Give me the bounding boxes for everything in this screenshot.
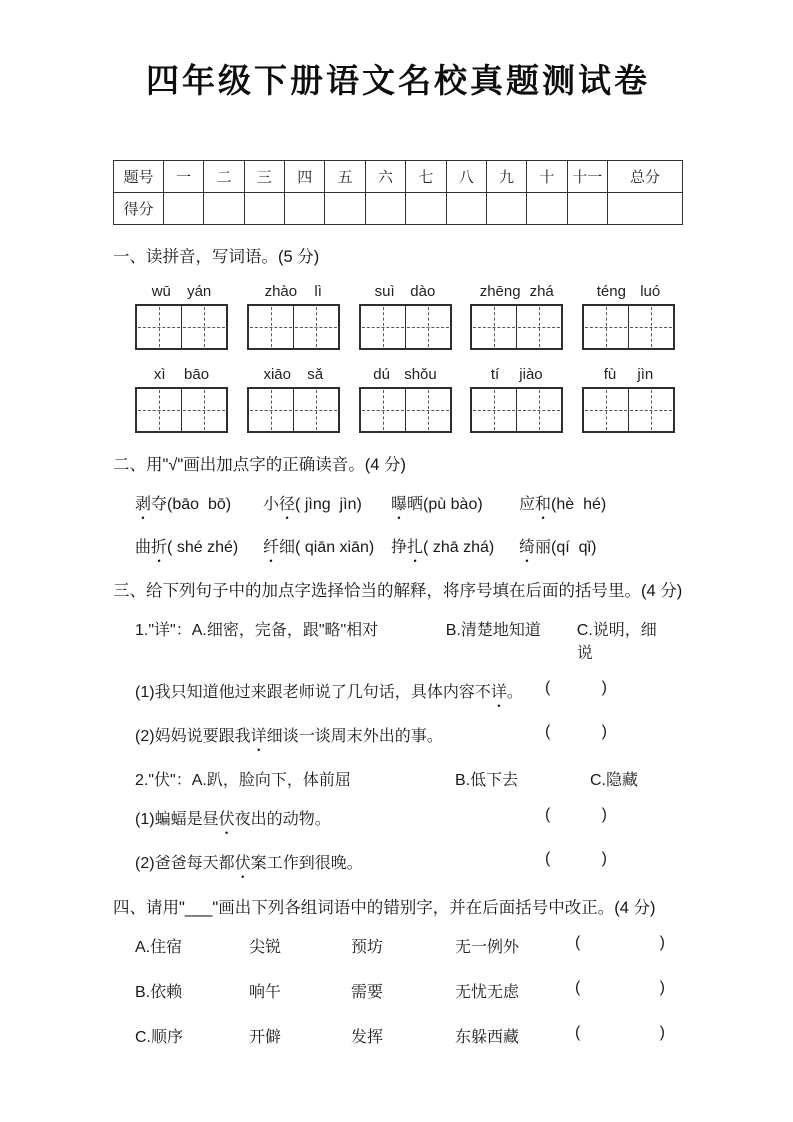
pronunciation-item: 小径( jìng jìn): [263, 496, 362, 513]
pinyin-label: zhēng zhá: [479, 283, 554, 300]
writing-grid[interactable]: [135, 387, 228, 433]
answer-blank[interactable]: ( ): [545, 806, 607, 823]
option-b: B.低下去: [455, 772, 519, 789]
sentence-text: (2)爸爸每天都伏案工作到很晚。: [135, 855, 363, 872]
pronunciation-row-1: [135, 491, 683, 514]
pronunciation-item: 曝晒(pù bào): [391, 496, 483, 513]
score-input-cell[interactable]: [567, 193, 607, 225]
sentence-item: [135, 679, 607, 702]
option-c: C.说明，细说: [576, 622, 657, 662]
answer-blank[interactable]: ( ): [545, 679, 607, 696]
score-table-cell: 一: [164, 161, 204, 193]
sentence-text: (1)我只知道他过来跟老师说了几句话，具体内容不详。: [135, 684, 523, 701]
word-item: 需要: [351, 984, 384, 1001]
answer-blank[interactable]: ( ): [575, 934, 665, 951]
writing-grid-cell[interactable]: [293, 306, 338, 348]
word-item: 无一例外: [455, 939, 520, 956]
pinyin-label: fù jìn: [603, 366, 654, 383]
pinyin-label: dú shǒu: [373, 366, 437, 383]
pronunciation-item: 绮丽(qí qǐ): [519, 539, 597, 556]
writing-grid-cell[interactable]: [472, 389, 516, 431]
typo-row-c: [135, 1024, 665, 1047]
writing-grid-cell[interactable]: [516, 306, 561, 348]
pinyin-word-group: [135, 283, 228, 350]
writing-grid-cell[interactable]: [472, 306, 516, 348]
score-table-cell: 十: [527, 161, 567, 193]
pinyin-word-group: [582, 366, 675, 433]
score-table-cell: 总分: [608, 161, 683, 193]
pinyin-word-group: [470, 283, 563, 350]
pronunciation-item: 纤细( qiān xiān): [263, 539, 375, 556]
pronunciation-row-2: [135, 534, 683, 557]
word-item: 尖锐: [249, 939, 282, 956]
word-item: 发挥: [351, 1029, 384, 1046]
writing-grid-cell[interactable]: [361, 389, 405, 431]
section-1-pinyin: [113, 243, 683, 433]
pinyin-word-group: [135, 366, 228, 433]
answer-blank[interactable]: ( ): [575, 1024, 665, 1041]
score-table-cell: 十一: [567, 161, 607, 193]
option-b: B.清楚地知道: [445, 622, 541, 639]
sentence-text: (1)蝙蝠是昼伏夜出的动物。: [135, 811, 331, 828]
writing-grid-cell[interactable]: [249, 389, 293, 431]
pinyin-label: wū yán: [151, 283, 212, 300]
score-input-cell[interactable]: [486, 193, 526, 225]
word-item: 预坊: [351, 939, 384, 956]
writing-grid-cell[interactable]: [516, 389, 561, 431]
option-c: C.隐藏: [590, 772, 639, 789]
section-4-title: 四、请用"___"画出下列各组词语中的错别字，并在后面括号中改正。(4 分): [113, 899, 656, 917]
answer-blank[interactable]: ( ): [545, 723, 607, 740]
writing-grid[interactable]: [359, 387, 452, 433]
score-table-cell: 三: [244, 161, 284, 193]
writing-grid-cell[interactable]: [181, 306, 226, 348]
pronunciation-item: 挣扎( zhā zhá): [391, 539, 495, 556]
pinyin-word-group: [582, 283, 675, 350]
writing-grid-cell[interactable]: [628, 306, 673, 348]
score-input-cell[interactable]: [285, 193, 325, 225]
sentence-item: [135, 850, 607, 873]
writing-grid-cell[interactable]: [405, 389, 450, 431]
score-input-cell[interactable]: [325, 193, 365, 225]
writing-grid[interactable]: [582, 387, 675, 433]
pinyin-grid-row-2: [135, 366, 675, 433]
pinyin-word-group: [359, 283, 452, 350]
score-input-cell[interactable]: [244, 193, 284, 225]
typo-row-b: [135, 979, 665, 1002]
section-4-typos: [113, 894, 683, 1047]
pinyin-label: suì dào: [374, 283, 436, 300]
score-table-score-row: [114, 193, 683, 225]
writing-grid-cell[interactable]: [249, 306, 293, 348]
writing-grid-cell[interactable]: [137, 306, 181, 348]
sentence-text: (2)妈妈说要跟我详细谈一谈周末外出的事。: [135, 728, 443, 745]
score-table: [113, 160, 683, 225]
word-item: C.顺序: [135, 1029, 184, 1046]
option-a: 1."详"：A.细密，完备，跟"略"相对: [135, 622, 379, 639]
pinyin-label: zhào lì: [264, 283, 322, 300]
writing-grid[interactable]: [247, 387, 340, 433]
writing-grid-cell[interactable]: [584, 306, 628, 348]
pinyin-word-group: [247, 366, 340, 433]
sentence-item: [135, 723, 607, 746]
answer-blank[interactable]: ( ): [545, 850, 607, 867]
score-table-cell: 五: [325, 161, 365, 193]
page-title: 四年级下册语文名校真题测试卷: [146, 62, 650, 99]
score-table-cell: 二: [204, 161, 244, 193]
score-table-header-row: [114, 161, 683, 193]
pinyin-word-group: [359, 366, 452, 433]
score-input-cell[interactable]: [527, 193, 567, 225]
pinyin-label: xiāo sǎ: [263, 366, 324, 383]
score-table-cell: 得分: [114, 193, 164, 225]
definition-options-q2: [135, 767, 670, 790]
pinyin-label: téng luó: [596, 283, 661, 300]
pronunciation-item: 应和(hè hé): [519, 496, 607, 513]
score-input-cell[interactable]: [608, 193, 683, 225]
section-2-pronunciation: [113, 451, 683, 557]
section-1-title: 一、读拼音，写词语。(5 分): [113, 248, 320, 266]
score-input-cell[interactable]: [406, 193, 446, 225]
pinyin-grid-row-1: [135, 283, 675, 350]
answer-blank[interactable]: ( ): [575, 979, 665, 996]
writing-grid[interactable]: [470, 387, 563, 433]
score-table-cell: 七: [406, 161, 446, 193]
score-table-cell: 四: [285, 161, 325, 193]
word-item: 开僻: [249, 1029, 282, 1046]
word-item: A.住宿: [135, 939, 183, 956]
writing-grid-cell[interactable]: [405, 306, 450, 348]
section-2-title: 二、用"√"画出加点字的正确读音。(4 分): [113, 456, 407, 474]
writing-grid-cell[interactable]: [628, 389, 673, 431]
writing-grid[interactable]: [470, 304, 563, 350]
writing-grid-cell[interactable]: [137, 389, 181, 431]
score-table-cell: 题号: [114, 161, 164, 193]
score-table-cell: 六: [365, 161, 405, 193]
word-item: 东躲西藏: [455, 1029, 520, 1046]
writing-grid[interactable]: [359, 304, 452, 350]
section-3-title: 三、给下列句子中的加点字选择恰当的解释，将序号填在后面的括号里。(4 分): [113, 582, 683, 600]
score-input-cell[interactable]: [164, 193, 204, 225]
pinyin-word-group: [470, 366, 563, 433]
pinyin-word-group: [247, 283, 340, 350]
typo-row-a: [135, 934, 665, 957]
writing-grid[interactable]: [582, 304, 675, 350]
sentence-item: [135, 806, 607, 829]
writing-grid-cell[interactable]: [293, 389, 338, 431]
word-item: 响午: [249, 984, 282, 1001]
definition-options-q1: [135, 617, 670, 663]
section-3-definitions: [113, 577, 683, 873]
pinyin-label: tí jiào: [490, 366, 543, 383]
option-a: 2."伏"：A.趴，脸向下，体前屈: [135, 772, 351, 789]
word-item: 无忧无虑: [455, 984, 520, 1001]
pinyin-label: xì bāo: [153, 366, 210, 383]
word-item: B.依赖: [135, 984, 183, 1001]
writing-grid[interactable]: [135, 304, 228, 350]
writing-grid-cell[interactable]: [181, 389, 226, 431]
writing-grid-cell[interactable]: [584, 389, 628, 431]
score-input-cell[interactable]: [365, 193, 405, 225]
score-table-cell: 八: [446, 161, 486, 193]
pronunciation-item: 剥夺(bāo bō): [135, 496, 232, 513]
score-input-cell[interactable]: [446, 193, 486, 225]
writing-grid-cell[interactable]: [361, 306, 405, 348]
score-table-cell: 九: [486, 161, 526, 193]
score-input-cell[interactable]: [204, 193, 244, 225]
writing-grid[interactable]: [247, 304, 340, 350]
pronunciation-item: 曲折( shé zhé): [135, 539, 239, 556]
